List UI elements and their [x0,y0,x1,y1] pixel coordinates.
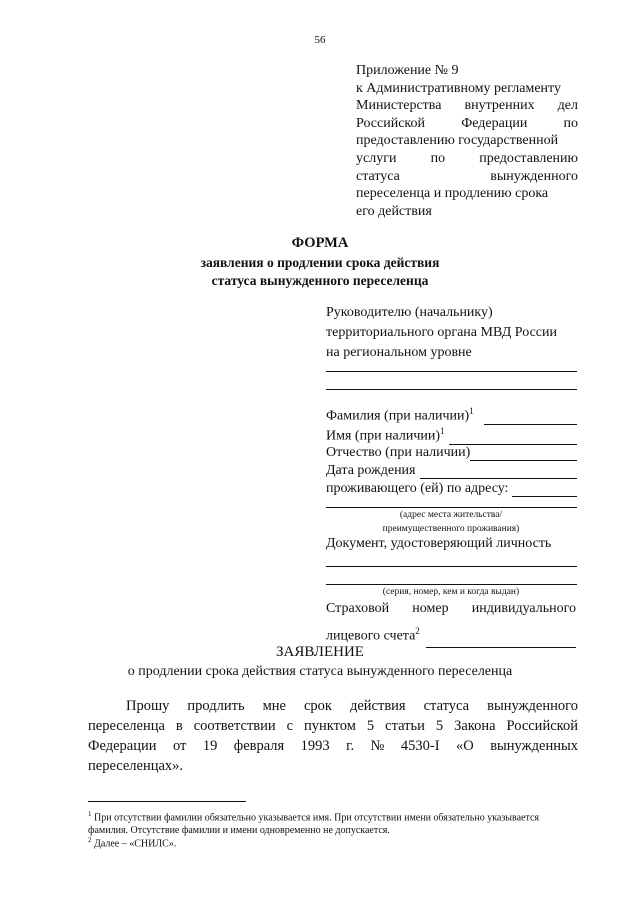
appendix-line: статуса вынужденного [356,168,578,184]
document-hint: (серия, номер, кем и когда выдан) [382,587,520,597]
surname-blank[interactable] [484,411,577,425]
addressee-blank-line-2[interactable] [326,389,577,390]
address-hint-line-2: преимущественного проживания) [382,524,520,534]
statement-body-line: переселенца в соответствии с пунктом 5 статьи 5 Закона Российской [88,718,578,734]
footnote-1: $^1$ При отсутствии фамилии обязательно указывается имя. При отсутствии имени обязательно указывается фамилия. Отсутствие фамилии и имени одновременно не допускается. [88,810,540,837]
appendix-line: Российской Федерации по [356,115,578,131]
appendix-line: Министерства внутренних дел [356,98,578,114]
form-subtitle-line-1: заявления о продлении срока действия [200,255,440,270]
addressee-line-3: на региональном уровне [326,345,472,360]
statement-body-line: Федерации от 19 февраля 1993 г. № 4530-I «О вынужденных [88,738,578,754]
statement-body-line: Прошу продлить мне срок действия статуса вынужденного [126,698,578,714]
appendix-line: его действия [356,203,432,219]
document-label: Документ, удостоверяющий личность [326,536,552,551]
snils-label-line-2: лицевого счета$^2$ [326,620,576,648]
address-hint [326,508,576,536]
statement-subtitle: о продлении срока действия статуса вынужденного переселенца [127,664,513,679]
address-field[interactable] [326,481,577,497]
addressee-line-1: Руководителю (начальнику) [326,305,493,320]
footnote-separator [88,801,246,802]
snils-label-line-1: Страховой номер индивидуального [326,601,576,616]
footnote-2: $^2$ Далее – «СНИЛС». [88,836,177,850]
addressee-blank-line-1[interactable] [326,371,577,372]
address-hint-line-1: (адрес места жительства/ [399,510,503,520]
appendix-line: переселенца и продлению срока [356,186,549,202]
name-field[interactable] [326,426,577,445]
snils-field[interactable] [326,598,576,648]
appendix-line: услуги по предоставлению [356,150,578,166]
document-blank-line-1[interactable] [326,566,577,567]
address-label: проживающего (ей) по адресу: [326,481,509,496]
page-number: 56 [314,34,326,46]
surname-label: Фамилия (при наличии)$^1$ [326,406,474,424]
appendix-line: предоставлению государственной [356,133,559,149]
birthdate-blank[interactable] [420,465,578,479]
document-label-row [326,536,577,552]
form-subtitle-line-2: статуса вынужденного переселенца [211,273,429,288]
surname-field[interactable] [326,406,577,425]
appendix-line: Приложение № 9 [356,63,459,78]
address-blank[interactable] [512,483,577,497]
appendix-header [356,62,578,220]
statement-title: ЗАЯВЛЕНИЕ [276,644,364,660]
appendix-line: к Административному регламенту [356,80,561,96]
birthdate-label: Дата рождения [326,463,416,478]
name-blank[interactable] [449,431,577,445]
addressee-block [326,303,581,363]
patronymic-field[interactable] [326,445,577,461]
statement-body-line: переселенцах». [88,758,184,774]
statement-body [88,696,578,776]
addressee-line-2: территориального органа МВД России [326,325,558,340]
form-subtitle [0,254,640,290]
patronymic-label: Отчество (при наличии) [326,445,471,460]
birthdate-field[interactable] [326,463,577,479]
patronymic-blank[interactable] [470,447,577,461]
form-title: ФОРМА [291,235,349,251]
name-label: Имя (при наличии)$^1$ [326,426,445,444]
